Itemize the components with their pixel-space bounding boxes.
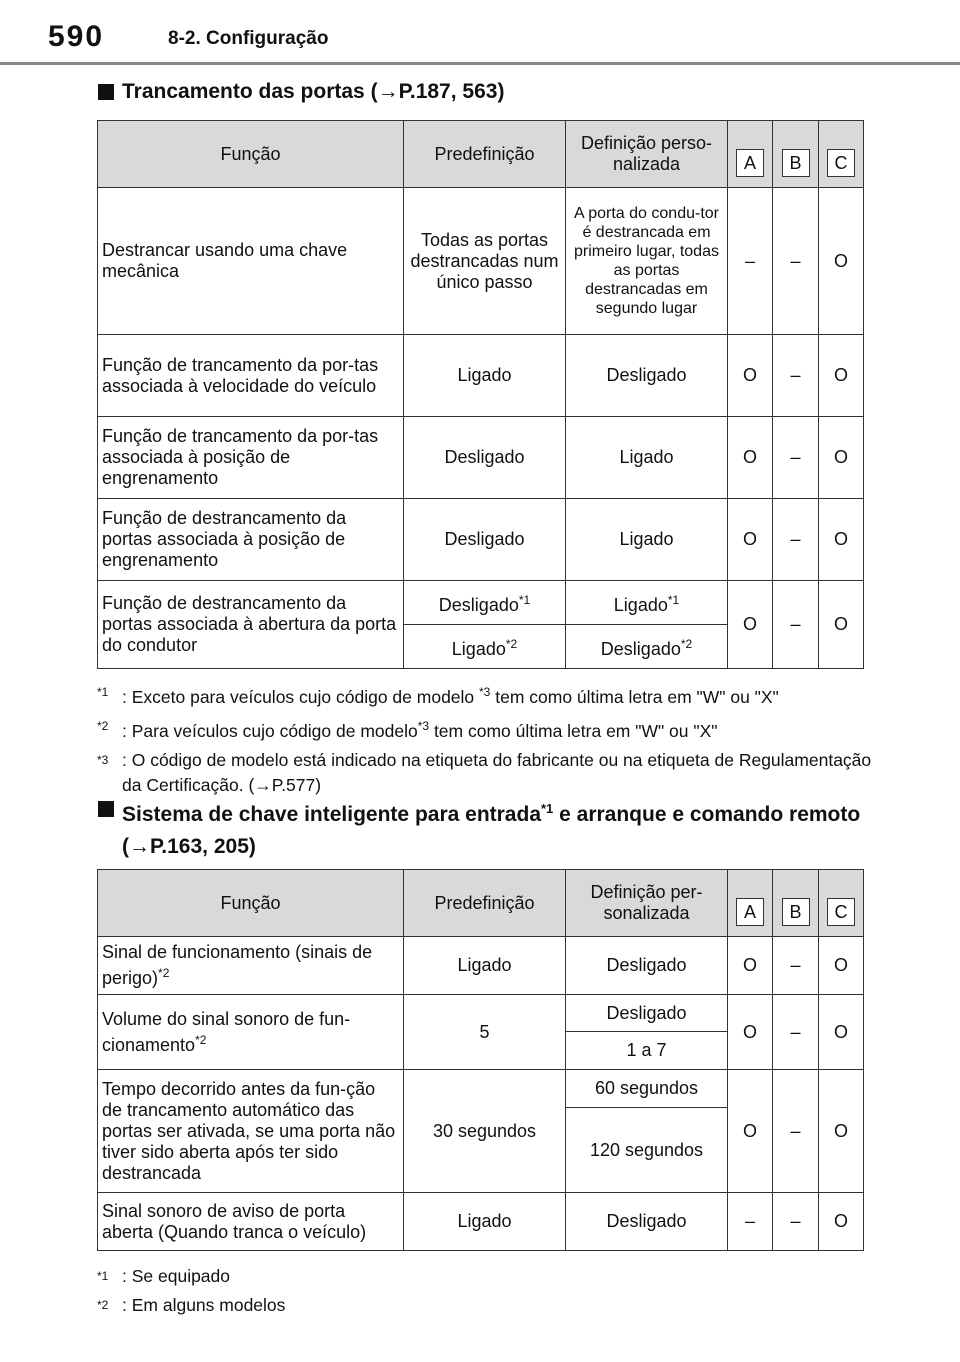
cell-custom: Desligado$^{*2}$ xyxy=(566,625,728,669)
cell-custom: 1 a 7 xyxy=(566,1032,728,1070)
table-header-row xyxy=(98,121,864,188)
cell-b: – xyxy=(773,937,819,995)
col-header-c: C xyxy=(819,870,864,937)
cell-predef: Ligado xyxy=(404,937,566,995)
cell-b: – xyxy=(773,1193,819,1251)
section-heading-smart-key: Sistema de chave inteligente para entrada$^{*1}$ e arranque e comando remoto (→P.163, 205) xyxy=(98,793,868,863)
cell-predef: Ligado xyxy=(404,1193,566,1251)
cell-c: O xyxy=(819,1070,864,1193)
footnotes-section2 xyxy=(97,1264,877,1318)
page-header xyxy=(0,0,960,64)
cell-funcao: Tempo decorrido antes da fun-ção de trancamento automático das portas ser ativada, se uma porta não tiver sido aberta após ter sido destrancada xyxy=(98,1070,404,1193)
cell-a: O xyxy=(728,499,773,581)
col-header-a: A xyxy=(728,121,773,188)
cell-c: O xyxy=(819,499,864,581)
cell-c: O xyxy=(819,1193,864,1251)
cell-custom: Desligado xyxy=(566,1193,728,1251)
cell-predef: Ligado xyxy=(404,335,566,417)
table-row xyxy=(98,937,864,995)
cell-funcao: Volume do sinal sonoro de fun-cionamento$^{*2}$ xyxy=(98,995,404,1070)
cell-funcao: Sinal de funcionamento (sinais de perigo)$^{*2}$ xyxy=(98,937,404,995)
cell-custom: 60 segundos xyxy=(566,1070,728,1108)
cell-predef: 5 xyxy=(404,995,566,1070)
cell-custom: Ligado$^{*1}$ xyxy=(566,581,728,625)
cell-a: O xyxy=(728,417,773,499)
smart-key-table xyxy=(97,869,864,1251)
cell-custom: Ligado xyxy=(566,417,728,499)
cell-a: – xyxy=(728,188,773,335)
cell-predef: Ligado$^{*2}$ xyxy=(404,625,566,669)
table-row xyxy=(98,417,864,499)
square-bullet-icon xyxy=(98,84,114,100)
cell-c: O xyxy=(819,581,864,669)
footnote: $^{*1}$ : Exceto para veículos cujo código de modelo $^{*3}$ tem como última letra em "W" ou "X" xyxy=(97,685,779,707)
cell-b: – xyxy=(773,1070,819,1193)
table-header-row xyxy=(98,870,864,937)
cell-c: O xyxy=(819,995,864,1070)
table-row xyxy=(98,1193,864,1251)
cell-c: O xyxy=(819,417,864,499)
cell-funcao: Função de trancamento da por-tas associada à posição de engrenamento xyxy=(98,417,404,499)
col-header-funcao: Função xyxy=(98,870,404,937)
cell-c: O xyxy=(819,335,864,417)
cell-predef: 30 segundos xyxy=(404,1070,566,1193)
col-header-predefinicao: Predefinição xyxy=(404,121,566,188)
footnotes-section1 xyxy=(97,680,877,798)
col-header-b: B xyxy=(773,870,819,937)
cell-c: O xyxy=(819,188,864,335)
cell-funcao: Função de trancamento da por-tas associada à velocidade do veículo xyxy=(98,335,404,417)
col-header-funcao: Função xyxy=(98,121,404,188)
cell-a: O xyxy=(728,581,773,669)
cell-a: O xyxy=(728,995,773,1070)
cell-custom: 120 segundos xyxy=(566,1108,728,1193)
cell-predef: Desligado xyxy=(404,417,566,499)
cell-c: O xyxy=(819,937,864,995)
col-header-predefinicao: Predefinição xyxy=(404,870,566,937)
cell-b: – xyxy=(773,335,819,417)
cell-a: O xyxy=(728,937,773,995)
col-header-b: B xyxy=(773,121,819,188)
cell-b: – xyxy=(773,581,819,669)
door-locking-table xyxy=(97,120,864,669)
footnote: $^{*2}$ : Em alguns modelos xyxy=(97,1295,286,1315)
cell-funcao: Destrancar usando uma chave mecânica xyxy=(98,188,404,335)
square-bullet-icon xyxy=(98,801,114,817)
cell-custom: Desligado xyxy=(566,937,728,995)
cell-b: – xyxy=(773,499,819,581)
cell-custom: Desligado xyxy=(566,995,728,1032)
cell-custom: A porta do condu-tor é destrancada em primeiro lugar, todas as portas destrancadas em segundo lugar xyxy=(566,188,728,335)
cell-b: – xyxy=(773,417,819,499)
footnote: $^{*1}$ : Se equipado xyxy=(97,1266,231,1286)
cell-predef: Desligado xyxy=(404,499,566,581)
cell-funcao: Função de destrancamento da portas associada à abertura da porta do condutor xyxy=(98,581,404,669)
cell-predef: Desligado$^{*1}$ xyxy=(404,581,566,625)
footnote: $^{*2}$ : Para veículos cujo código de modelo$^{*3}$ tem como última letra em "W" ou "X" xyxy=(97,718,718,741)
col-header-c: C xyxy=(819,121,864,188)
table-row xyxy=(98,188,864,335)
section-title: 8-2. Configuração xyxy=(168,28,329,49)
col-header-a: A xyxy=(728,870,773,937)
table-row xyxy=(98,1070,864,1108)
cell-b: – xyxy=(773,188,819,335)
section-heading-door-locking: Trancamento das portas (→P.187, 563) xyxy=(98,76,504,108)
cell-b: – xyxy=(773,995,819,1070)
cell-funcao: Função de destrancamento da portas associada à posição de engrenamento xyxy=(98,499,404,581)
col-header-definicao: Definição perso-nalizada xyxy=(566,121,728,188)
table-row xyxy=(98,995,864,1032)
cell-predef: Todas as portas destrancadas num único passo xyxy=(404,188,566,335)
cell-a: O xyxy=(728,335,773,417)
col-header-definicao: Definição per-sonalizada xyxy=(566,870,728,937)
cell-custom: Desligado xyxy=(566,335,728,417)
cell-custom: Ligado xyxy=(566,499,728,581)
header-rule xyxy=(0,62,960,65)
table-row xyxy=(98,499,864,581)
table-row xyxy=(98,335,864,417)
footnote: $^{*3}$ : O código de modelo está indicado na etiqueta do fabricante ou na etiqueta de Regulamentação da Certificação. (→P.577) xyxy=(97,749,872,795)
cell-a: – xyxy=(728,1193,773,1251)
cell-funcao: Sinal sonoro de aviso de porta aberta (Quando tranca o veículo) xyxy=(98,1193,404,1251)
table-row xyxy=(98,581,864,625)
cell-a: O xyxy=(728,1070,773,1193)
page-number: 590 xyxy=(48,20,105,53)
